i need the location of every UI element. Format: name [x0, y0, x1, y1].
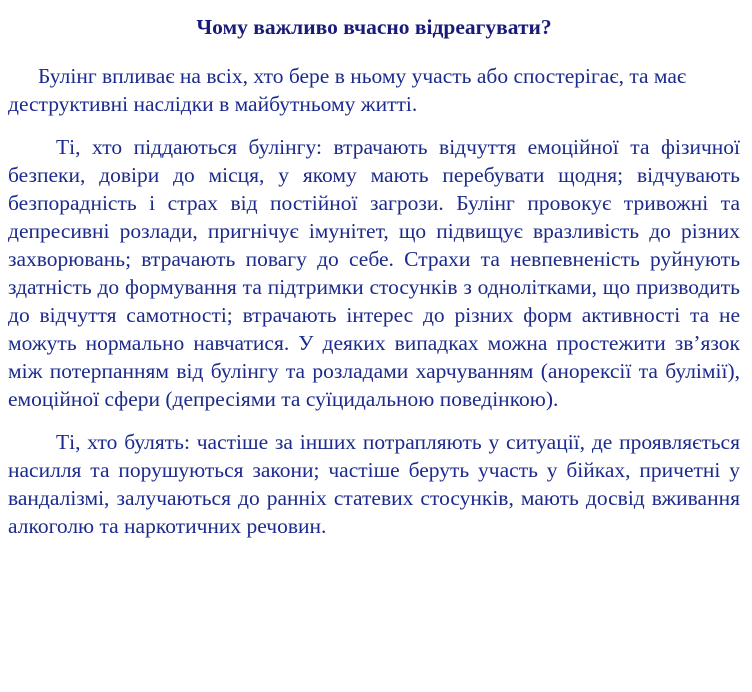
bullies-paragraph: Ті, хто булять: частіше за інших потрапляють у ситуації, де проявляється насилля та порушуються закони; частіше беруть участь у бійках, причетні у вандалізмі, залучаються до ранніх статевих стосунків, мають досвід вживання алкоголю та наркотичних речовин. [8, 430, 740, 538]
intro-paragraph: Булінг впливає на всіх, хто бере в ньому участь або спостерігає, та має деструктивні наслідки в майбутньому житті. [8, 64, 687, 116]
victims-paragraph: Ті, хто піддаються булінгу: втрачають відчуття емоційної та фізичної безпеки, довіри до місця, у якому мають перебувати щодня; відчувають безпорадність і страх від постійної загрози. Булінг провокує тривожні та депресивні розлади, пригнічує імунітет, що підвищує вразливість до різних захворювань; втрачають повагу до себе. Страхи та невпевненість руйнують здатність до формування та підтримки стосунків з однолітками, що призводить до відчуття самотності; втрачають інтерес до різних форм активності та не можуть нормально навчатися. У деяких випадках можна простежити зв’язок між потерпанням від булінгу та розладами харчуванням (анорексії та булімії), емоційної сфери (депресіями та суїцидальною поведінкою). [8, 135, 740, 411]
document-title: Чому важливо вчасно відреагувати? [196, 15, 552, 39]
